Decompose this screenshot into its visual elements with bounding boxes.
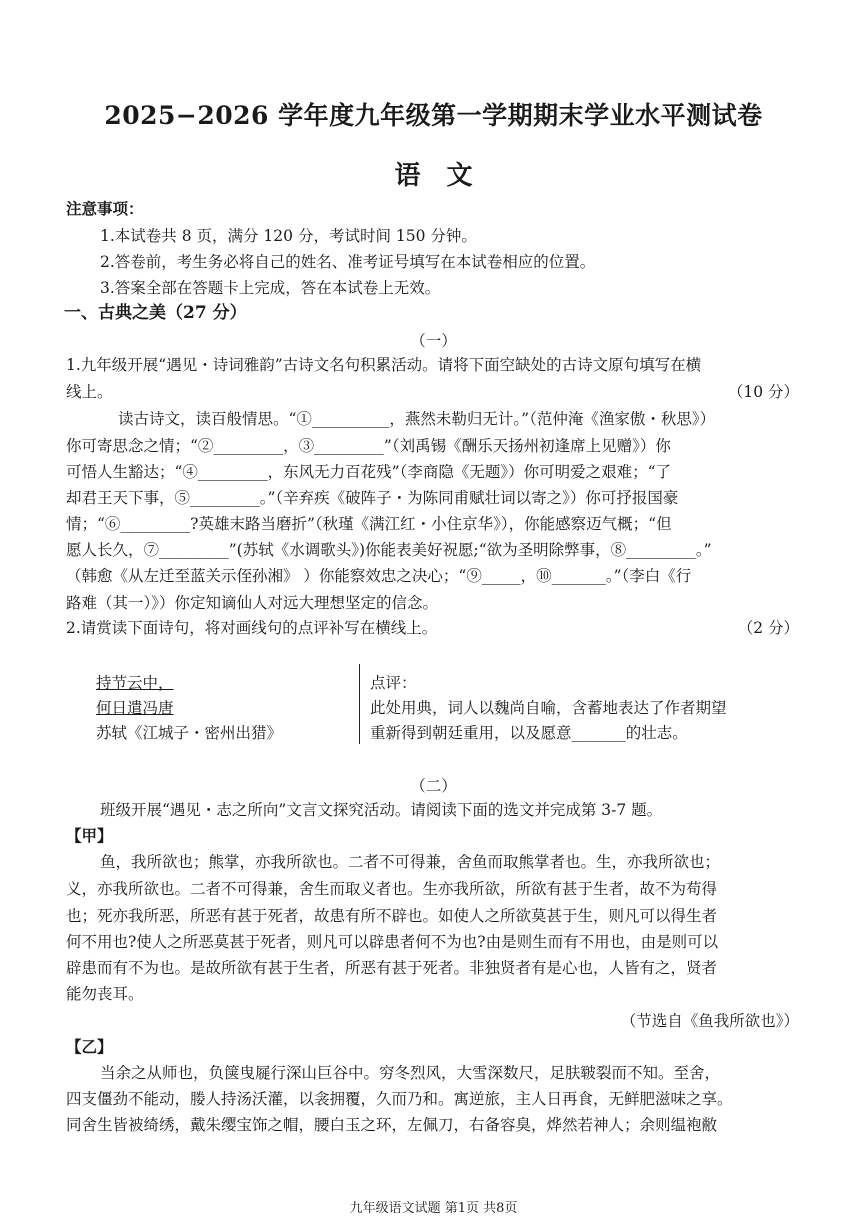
passage-line: 你可寄思念之情；“②_________，③_________”（刘禹锡《酬乐天扬州初逢席上见赠》）你 bbox=[66, 437, 671, 455]
passage-line: 愿人长久，⑦_________”(苏轼《水调歌头》)你能表美好祝愿;“欲为圣明除弊事，⑧_________。” bbox=[66, 541, 712, 559]
text-yi-line: 四支僵劲不能动，媵人持汤沃灌，以衾拥覆，久而乃和。寓逆旅，主人日再食，无鲜肥滋味之享。 bbox=[66, 1090, 733, 1108]
text-jia-line: 也；死亦我所恶，所恶有甚于死者，故患有所不辟也。如使人之所欲莫甚于生，则凡可以得生者 bbox=[66, 907, 718, 925]
text-yi-line: 当余之从师也，负箧曳屣行深山巨谷中。穷冬烈风，大雪深数尺，足肤皲裂而不知。至舍， bbox=[100, 1064, 721, 1082]
text-jia-line: 能勿丧耳。 bbox=[66, 985, 144, 1003]
text-jia-line: 辟患而有不为也。是故所欲有甚于生者，所恶有甚于死者。非独贤者有是心也，人皆有之，贤者 bbox=[66, 959, 718, 977]
notes-item-3: 3.答案全部在答题卡上完成，答在本试卷上无效。 bbox=[100, 279, 441, 297]
passage-line: 可悟人生豁达；“④_________，东风无力百花残”（李商隐《无题》）你可明爱之艰难；“了 bbox=[66, 463, 672, 481]
passage-line: 读古诗文，读百般情思。“①__________，燕然未勒归无计。”（范仲淹《渔家傲・秋思》） bbox=[118, 410, 716, 428]
notes-item-2: 2.答卷前，考生务必将自己的姓名、准考证号填写在本试卷相应的位置。 bbox=[100, 253, 596, 271]
question-1-line-1: 1.九年级开展“遇见・诗词雅韵”古诗文名句积累活动。请将下面空缺处的古诗文原句填写在横 bbox=[66, 356, 702, 374]
poem-line-2: 何日遣冯唐 bbox=[96, 699, 174, 717]
question-2-text: 2.请赏读下面诗句，将对画线句的点评补写在横线上。 bbox=[66, 619, 438, 637]
text-jia-label: 【甲】 bbox=[66, 826, 113, 845]
passage-line: 却君王天下事，⑤_________。”（辛弃疾《破阵子・为陈同甫赋壮词以寄之》）你可抒报国豪 bbox=[66, 489, 679, 507]
comment-line-2: 重新得到朝廷重用，以及愿意_______的壮志。 bbox=[370, 724, 688, 742]
text-yi-label: 【乙】 bbox=[66, 1037, 113, 1056]
text-jia-source: （节选自《鱼我所欲也》） bbox=[620, 1012, 799, 1030]
comment-line-1: 此处用典，词人以魏尚自喻，含蓄地表达了作者期望 bbox=[370, 699, 727, 717]
text-jia-line: 鱼，我所欲也；熊掌，亦我所欲也。二者不可得兼，舍鱼而取熊掌者也。生，亦我所欲也； bbox=[100, 853, 721, 871]
text-jia-line: 义，亦我所欲也。二者不可得兼，舍生而取义者也。生亦我所欲，所欲有甚于生者，故不为苟得 bbox=[66, 880, 718, 898]
question-1-score: （10 分） bbox=[727, 383, 799, 401]
passage-line: 路难（其一）》）你定知谪仙人对远大理想坚定的信念。 bbox=[66, 594, 439, 612]
reading-intro: 班级开展“遇见・志之所向”文言文探究活动。请阅读下面的选文并完成第 3-7 题。 bbox=[100, 801, 663, 819]
question-2-score: （2 分） bbox=[737, 619, 799, 637]
comment-label: 点评： bbox=[370, 674, 417, 692]
part-label-2: （二） bbox=[410, 777, 457, 795]
notes-heading: 注意事项： bbox=[66, 199, 144, 218]
passage-line: （韩愈《从左迁至蓝关示侄孙湘》 ）你能察效忠之决心；“⑨_____，⑩_______。”（李白《行 bbox=[66, 567, 692, 585]
divider-line bbox=[359, 664, 360, 744]
notes-item-1: 1.本试卷共 8 页，满分 120 分，考试时间 150 分钟。 bbox=[100, 227, 477, 245]
question-1-line-2: 线上。 bbox=[66, 383, 113, 401]
passage-line: 情；“⑥_________?英雄末路当磨折”（秋瑾《满江红・小住京华》），你能感察迈气概；“但 bbox=[66, 515, 672, 533]
text-yi-line: 同舍生皆被绮绣，戴朱缨宝饰之帽，腰白玉之环，左佩刀，右备容臭，烨然若神人；余则缊袍敝 bbox=[66, 1116, 718, 1134]
exam-title: 2025−2026 学年度九年级第一学期期末学业水平测试卷 bbox=[104, 101, 763, 130]
page-footer: 九年级语文试题 第1页 共8页 bbox=[349, 1201, 518, 1216]
poem-line-1: 持节云中， bbox=[96, 674, 174, 692]
subject-title: 语文 bbox=[394, 161, 499, 191]
section-heading: 一、古典之美（27 分） bbox=[64, 303, 247, 323]
poem-source: 苏轼《江城子・密州出猎》 bbox=[96, 724, 283, 742]
text-jia-line: 何不用也?使人之所恶莫甚于死者，则凡可以辟患者何不为也?由是则生而有不用也，由是则可以 bbox=[66, 933, 719, 951]
part-label-1: （一） bbox=[410, 332, 457, 350]
